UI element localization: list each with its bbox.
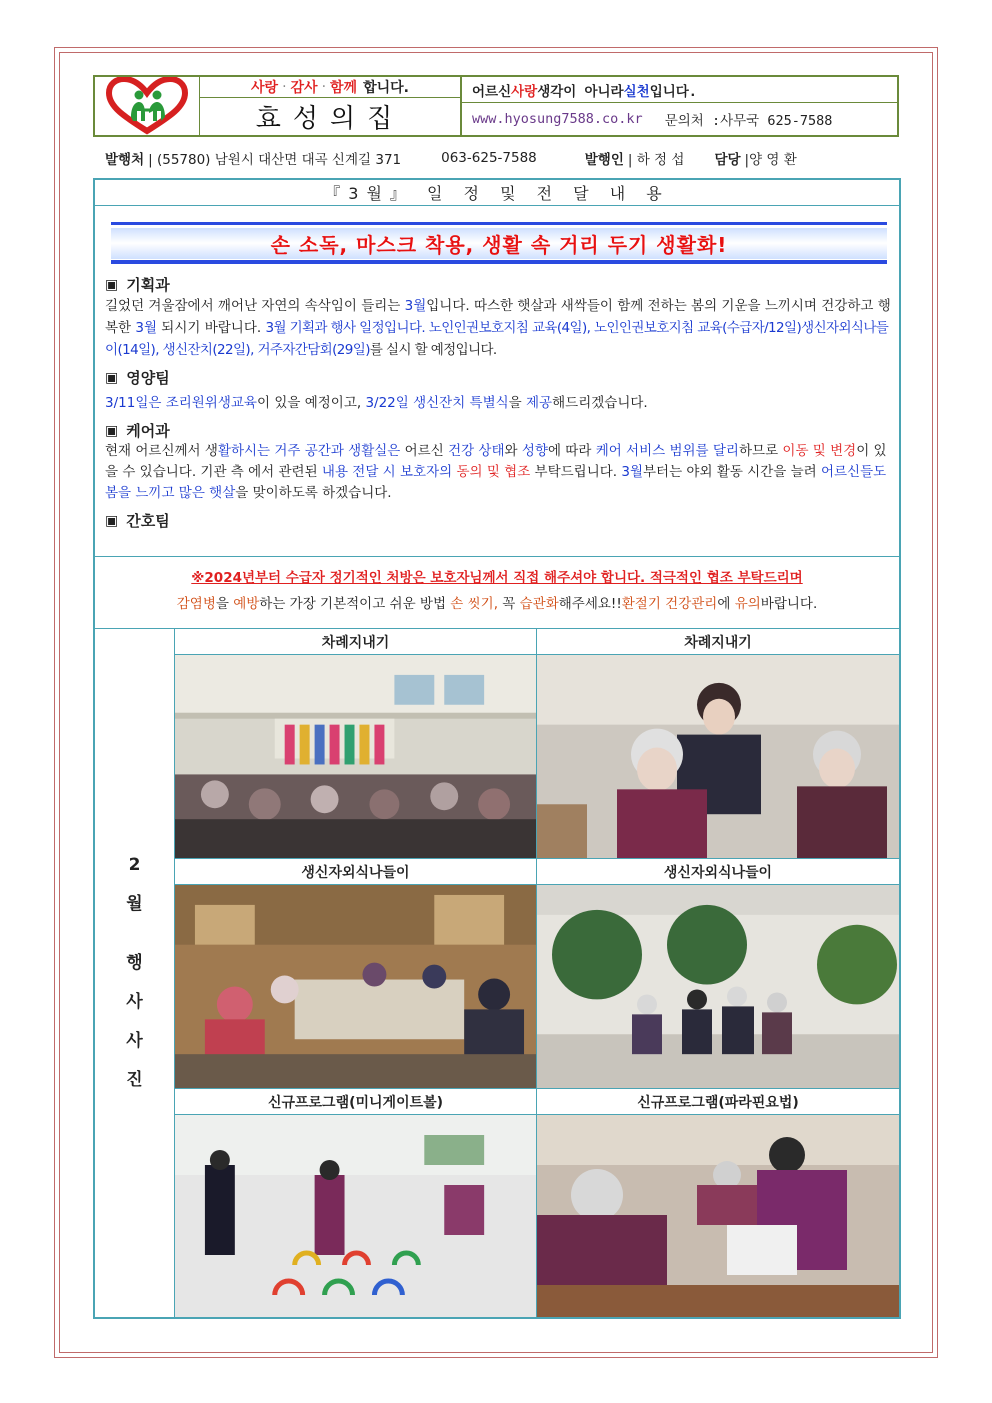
square-bullet-icon: ▣	[105, 512, 119, 529]
hygiene-banner	[111, 222, 887, 264]
side-char: 사	[126, 1031, 143, 1051]
section-title: 케어과	[126, 422, 170, 440]
text-run: 부탁드립니다.	[530, 464, 622, 480]
square-bullet-icon: ▣	[105, 422, 119, 439]
text-run: 환절기 건강관리	[621, 596, 718, 612]
section-nutrition-title	[105, 367, 891, 388]
planning-text	[105, 295, 891, 361]
publisher-phone: 063-625-7588	[441, 150, 537, 166]
text-run: 손 씻기,	[450, 596, 499, 612]
text-run: 하므로	[738, 443, 783, 459]
text-run: 감염병	[176, 596, 216, 612]
photo-caption: 차례지내기	[175, 629, 537, 655]
photo-caption: 신규프로그램(파라핀요법)	[537, 1089, 899, 1115]
slogan	[200, 77, 460, 98]
text-run: 길었던 겨울잠에서 깨어난 자연의 속삭임이 들리는	[105, 298, 405, 314]
photo-caption: 생신자외식나들이	[175, 859, 537, 885]
section-title: 간호팀	[126, 512, 170, 530]
newsletter-header	[93, 75, 899, 137]
slogan-thanks: 감사	[290, 80, 318, 96]
text-run: 케어 서비스 범위를 달리	[595, 443, 739, 459]
logo	[95, 77, 200, 135]
photo-paraffin-therapy	[537, 1115, 899, 1317]
text-run: 해드리겠습니다.	[552, 395, 648, 411]
care-text	[105, 441, 891, 504]
text-run: 건강 상태	[448, 443, 505, 459]
publisher-label: 발행처	[105, 152, 145, 168]
text-run: 활하시는 거주 공간과 생활실은	[217, 443, 401, 459]
text-run: 어르신들도 봄을 느끼고 많은 햇살	[105, 464, 887, 501]
section-care-title	[105, 420, 891, 441]
photo-birthday-outing-restaurant	[175, 885, 537, 1089]
section-title: 기획과	[126, 276, 170, 294]
text-run: 하는 가장 기본적이고 쉬운 방법	[259, 596, 451, 612]
separator-dot: ·	[282, 79, 287, 95]
text-run: 을 맞이하도록 하겠습니다.	[235, 485, 392, 501]
text-run: 예방	[233, 596, 260, 612]
section-planning-title	[105, 274, 891, 295]
department-news	[95, 206, 899, 557]
slogan-tail: 합니다.	[363, 80, 409, 96]
text-run: 3월 기획과 행사 일정입니다. 노인인권보호지침 교육(4일), 노인인권보호지침 교육(수급자/12일)생신자외식나들이(14일), 생신잔치(22일), 거주자간담회(29일)	[105, 320, 889, 358]
text-run: 해주세요!!	[558, 596, 622, 612]
banner-text: 손 소독, 마스크 착용, 생활 속 거리 두기 생활화!	[270, 232, 728, 257]
house-name: 효성의집	[255, 104, 405, 134]
nutrition-text	[105, 392, 891, 414]
side-char: 진	[126, 1070, 143, 1090]
text-run: 3월	[621, 464, 644, 480]
text-run: 습관화	[519, 596, 559, 612]
square-bullet-icon: ▣	[105, 369, 119, 386]
publisher-line	[93, 146, 899, 170]
photo-caption: 차례지내기	[537, 629, 899, 655]
manager-label: 담당	[714, 152, 741, 168]
text-run: 유의	[734, 596, 761, 612]
text-run: 바랍니다.	[760, 596, 818, 612]
schedule-title: 『3월』 일 정 및 전 달 내 용	[95, 180, 899, 206]
text-run: 와	[504, 443, 522, 459]
photo-ancestral-rite-hall	[175, 655, 537, 859]
text-run: 이동 및 변경	[782, 443, 857, 459]
slogan-love: 사랑	[251, 80, 279, 96]
motto-love: 사랑	[511, 83, 538, 100]
text-run: 3월	[404, 298, 427, 314]
text-run: 되시기 바랍니다.	[157, 320, 266, 336]
photo-birthday-outing-cafe	[537, 885, 899, 1089]
photos-side-label	[95, 629, 175, 1317]
text-run: 을	[508, 395, 527, 411]
notice-line-1: ※2024년부터 수급자 정기적인 처방은 보호자님께서 직접 해주셔야 합니다. 적극적인 협조 부탁드리며	[191, 570, 803, 586]
side-char: 사	[126, 992, 143, 1012]
motto-part: 생각이 아니라	[537, 83, 624, 100]
slogan-together: 함께	[330, 80, 358, 96]
section-title: 영양팀	[126, 369, 170, 387]
text-run: 에	[717, 596, 735, 612]
motto-part: 어르신	[472, 83, 512, 100]
notice-line-2	[103, 591, 891, 617]
photo-mini-gateball	[175, 1115, 537, 1317]
motto-practice: 실천	[623, 83, 650, 100]
square-bullet-icon: ▣	[105, 276, 119, 293]
section-nursing-title	[105, 510, 891, 531]
motto-part: 입니다.	[649, 83, 697, 100]
inquiry-phone: 문의처 :사무국 625-7588	[664, 113, 833, 129]
text-run: 어르신	[400, 443, 449, 459]
text-run: 성향	[521, 443, 548, 459]
text-run: 을	[215, 596, 234, 612]
contact-line	[462, 103, 897, 135]
text-run: 이 있을 예정이고,	[256, 395, 366, 411]
text-run: 부터는 야외 활동 시간을 늘려	[643, 464, 821, 480]
text-run: 현재 어르신께서 생	[105, 443, 218, 459]
text-run: 이 있을 수 있습니다. 기관 측 에서 관련된	[105, 443, 887, 480]
side-char: 월	[126, 894, 143, 914]
side-char: 행	[126, 953, 143, 973]
text-run: 3/11일은 조리원위생교육	[105, 395, 257, 411]
side-char: 2	[128, 855, 141, 875]
event-photos-section	[95, 629, 899, 1317]
text-run: 3/22일 생신잔치 특별식	[365, 395, 509, 411]
publisher-address: | (55780) 남원시 대산면 대곡 신계길 371	[148, 152, 402, 168]
issuer-label: 발행인	[584, 152, 624, 168]
heart-family-logo-icon	[105, 77, 189, 135]
motto	[462, 77, 897, 103]
issuer-name: | 하 정 섭	[627, 152, 685, 168]
prescription-notice	[95, 557, 899, 629]
text-run: 동의 및 협조	[456, 464, 531, 480]
photo-grid	[175, 629, 899, 1317]
photo-caption: 생신자외식나들이	[537, 859, 899, 885]
text-run: 내용 전달 시 보호자의	[321, 464, 457, 480]
text-run: 에 따라	[547, 443, 596, 459]
photo-caption: 신규프로그램(미니게이트볼)	[175, 1089, 537, 1115]
manager-name: |양 영 환	[744, 152, 797, 168]
website-link[interactable]: www.hyosung7588.co.kr	[472, 111, 643, 127]
text-run: 꼭	[498, 596, 520, 612]
text-run: 입니다. 따스한 햇살과 새싹들이 함께 전하는 봄의 기운을 느끼시며 건강하고 행복한	[105, 298, 891, 336]
text-run: 제공	[526, 395, 553, 411]
separator-dot: ·	[321, 79, 327, 95]
photo-ancestral-rite-closeup	[537, 655, 899, 859]
text-run: 3월	[135, 320, 158, 336]
main-table	[93, 178, 901, 1319]
text-run: 를 실시 할 예정입니다.	[369, 342, 497, 358]
